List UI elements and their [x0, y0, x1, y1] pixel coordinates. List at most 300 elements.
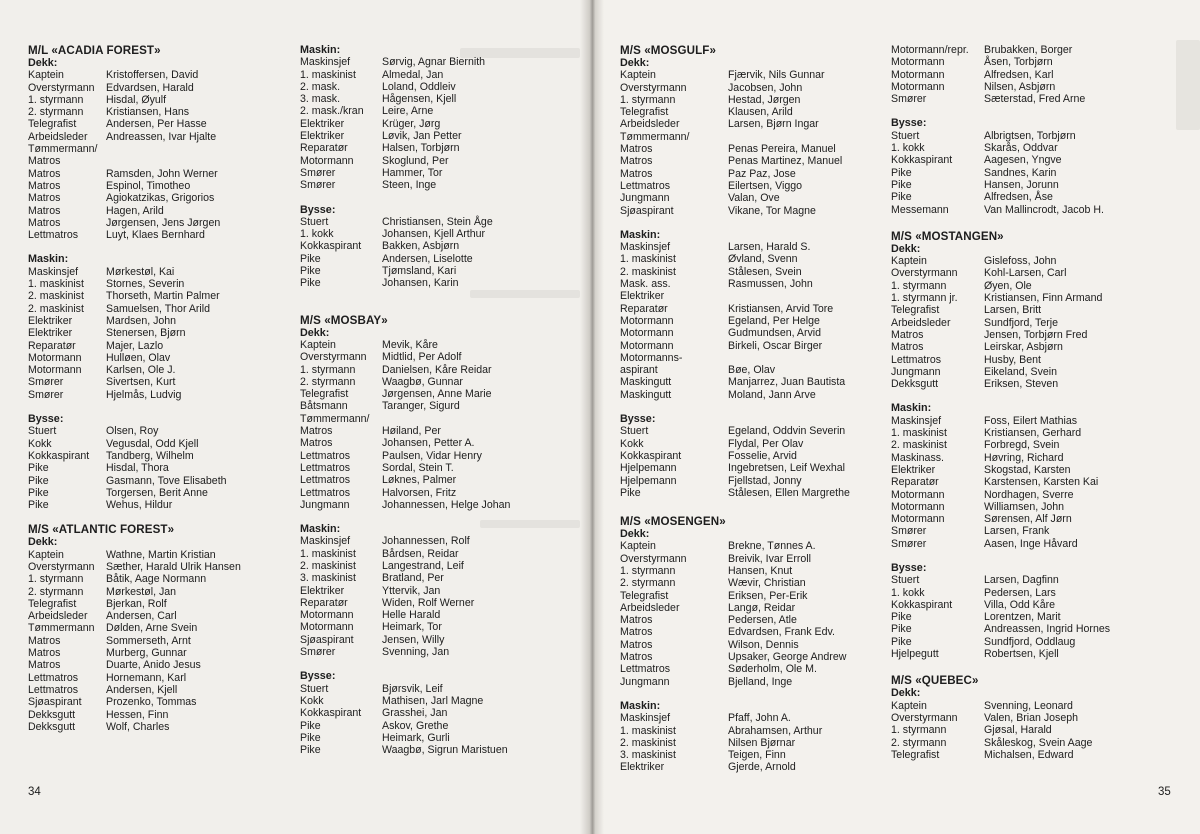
ship-section: [28, 523, 278, 733]
crew-role: Matros: [28, 204, 61, 217]
crew-row: [891, 724, 1181, 736]
crew-name: Heimark, Tor: [382, 621, 442, 634]
crew-name: [728, 131, 880, 143]
crew-role: Maskinsjef: [300, 56, 351, 69]
crew-row: [300, 400, 572, 412]
crew-name: Fjærvik, Nils Gunnar: [728, 69, 825, 82]
crew-role: Overstyrmann: [28, 81, 95, 94]
crew-name: Luyt, Klaes Bernhard: [106, 229, 205, 242]
crew-name: Mørkestøl, Kai: [106, 265, 175, 278]
crew-role: Reparatør: [620, 302, 668, 315]
crew-row: [300, 364, 572, 376]
crew-name: Albrigtsen, Torbjørn: [984, 129, 1076, 142]
crew-role: Overstyrmann: [300, 351, 367, 364]
crew-name: Egeland, Oddvin Severin: [728, 425, 846, 438]
crew-name: Gjerde, Arnold: [728, 761, 796, 774]
crew-role: Arbeidsleder: [28, 610, 88, 623]
crew-role: 2. maskinist: [28, 290, 84, 303]
crew-row: [28, 672, 278, 684]
crew-row: [620, 315, 880, 327]
crew-row: [620, 192, 880, 204]
crew-role: Maskinsjef: [891, 414, 942, 427]
crew-name: Andreassen, Ingrid Hornes: [984, 623, 1111, 636]
crew-name: Hansen, Knut: [728, 564, 793, 577]
department-heading: Dekk:: [620, 528, 650, 541]
crew-role: Jungmann: [620, 675, 670, 688]
crew-row: [28, 462, 278, 474]
crew-name: Bjørsvik, Leif: [382, 682, 443, 695]
crew-name: Johannessen, Rolf: [382, 535, 470, 548]
department-heading: Maskin:: [620, 228, 661, 241]
crew-name: Bjerkan, Rolf: [106, 597, 167, 610]
crew-role: Matros: [620, 638, 653, 651]
crew-name: Kristoffersen, David: [106, 69, 199, 82]
crew-row: [891, 317, 1181, 329]
crew-role: Pike: [620, 486, 641, 499]
crew-name: Pedersen, Atle: [728, 614, 797, 627]
column-right-outer: [891, 44, 1181, 761]
crew-row: [891, 292, 1181, 304]
crew-role: Matros: [620, 155, 653, 168]
crew-role: Kokkaspirant: [620, 449, 682, 462]
crew-role: Matros: [620, 651, 653, 664]
crew-row: [28, 721, 278, 733]
crew-role: Telegrafist: [620, 589, 669, 602]
crew-role: 1. maskinist: [620, 253, 676, 266]
crew-name: Hammer, Tor: [382, 166, 443, 179]
crew-group: [620, 700, 880, 774]
crew-row: [891, 154, 1181, 166]
crew-name: Nilsen, Asbjørn: [984, 80, 1056, 93]
group-spacer: [28, 241, 278, 253]
crew-name: Karlsen, Ole J.: [106, 364, 176, 377]
group-spacer: [891, 550, 1181, 562]
crew-name: Egeland, Per Helge: [728, 314, 820, 327]
crew-name: Askov, Grethe: [382, 719, 449, 732]
ship-heading: M/S «MOSENGEN»: [620, 515, 726, 529]
crew-name: Gudmundsen, Arvid: [728, 327, 822, 340]
crew-name: Hjelmås, Ludvig: [106, 388, 182, 401]
crew-row: [891, 415, 1181, 427]
crew-role: 2. styrmann: [300, 375, 356, 388]
crew-role: 1. maskinist: [300, 547, 356, 560]
crew-row: [620, 180, 880, 192]
department-heading: Dekk:: [620, 57, 650, 69]
crew-role: Smører: [28, 388, 64, 401]
crew-name: Moland, Jann Arve: [728, 388, 816, 401]
crew-name: Gasmann, Tove Elisabeth: [106, 474, 227, 487]
crew-row: [28, 180, 278, 192]
crew-name: Hornemann, Karl: [106, 671, 187, 684]
crew-role: Smører: [891, 525, 927, 538]
crew-row: [300, 240, 572, 252]
crew-name: Wolf, Charles: [106, 720, 170, 733]
crew-name: Sordal, Stein T.: [382, 461, 454, 474]
crew-row: [620, 303, 880, 315]
crew-name: Bakken, Asbjørn: [382, 240, 460, 253]
crew-row: [300, 179, 572, 191]
crew-row: [300, 462, 572, 474]
crew-name: Duarte, Anido Jesus: [106, 659, 201, 672]
crew-row: [28, 709, 278, 721]
crew-row: [300, 413, 572, 425]
crew-name: Jørgensen, Jens Jørgen: [106, 216, 221, 229]
crew-role: Tømmermann/: [620, 130, 690, 143]
crew-role: Stuert: [620, 425, 649, 438]
crew-role: Matros: [28, 634, 61, 647]
crew-name: Abrahamsen, Arthur: [728, 724, 823, 737]
crew-role: Pike: [300, 277, 321, 290]
crew-row: [28, 69, 278, 81]
crew-row: [620, 438, 880, 450]
crew-row: [28, 450, 278, 462]
crew-name: Ramsden, John Werner: [106, 167, 218, 180]
crew-role: Maskinass.: [891, 451, 944, 464]
crew-role: Elektriker: [300, 584, 345, 597]
crew-row: [28, 303, 278, 315]
crew-role: 2. mask./kran: [300, 105, 364, 118]
crew-role: Overstyrmann: [28, 560, 95, 573]
crew-name: Jensen, Torbjørn Fred: [984, 328, 1088, 341]
crew-row: [300, 621, 572, 633]
crew-row: [300, 265, 572, 277]
crew-row: [300, 69, 572, 81]
crew-name: Hisdal, Øyulf: [106, 93, 167, 106]
crew-role: 1. styrmann: [620, 564, 676, 577]
crew-row: [300, 277, 572, 289]
crew-row: [300, 216, 572, 228]
crew-name: Mevik, Kåre: [382, 338, 438, 351]
crew-group: [28, 536, 278, 733]
crew-role: Smører: [891, 93, 927, 106]
crew-name: Johansen, Kjell Arthur: [382, 228, 486, 241]
crew-role: Lettmatros: [300, 461, 351, 474]
crew-row: [28, 549, 278, 561]
crew-role: Maskinsjef: [620, 241, 671, 254]
crew-group: [891, 117, 1181, 215]
group-spacer: [620, 217, 880, 229]
crew-row: [28, 696, 278, 708]
crew-role: Kokkaspirant: [891, 154, 953, 167]
crew-row: [891, 464, 1181, 476]
crew-role: Matros: [620, 143, 653, 156]
crew-role: Telegrafist: [28, 118, 77, 131]
crew-row: [300, 695, 572, 707]
crew-row: [300, 548, 572, 560]
crew-role: 1. styrmann: [891, 724, 947, 737]
department-heading: Maskin:: [891, 402, 932, 415]
crew-role: Motormann: [891, 513, 945, 526]
crew-name: Sundfjord, Oddlaug: [984, 635, 1076, 648]
crew-row: [28, 438, 278, 450]
crew-role: Jungmann: [620, 192, 670, 205]
group-spacer: [620, 688, 880, 700]
crew-name: Olsen, Roy: [106, 425, 159, 438]
crew-row: [28, 155, 278, 167]
column-left-outer: [28, 44, 278, 733]
crew-name: Andersen, Kjell: [106, 683, 178, 696]
crew-name: Edvardsen, Harald: [106, 81, 194, 94]
crew-row: [620, 712, 880, 724]
ship-section: [28, 44, 278, 511]
crew-name: Eriksen, Per-Erik: [728, 589, 808, 602]
crew-role: 2. styrmann: [620, 577, 676, 590]
crew-role: Motormann: [891, 68, 945, 81]
crew-row: [891, 354, 1181, 366]
crew-name: Bjelland, Inge: [728, 675, 793, 688]
crew-name: Jacobsen, John: [728, 81, 803, 94]
department-heading: Dekk:: [28, 536, 58, 549]
crew-role: Pike: [891, 191, 912, 204]
crew-row: [620, 639, 880, 651]
crew-role: Kaptein: [28, 548, 64, 561]
crew-role: Motormann: [620, 314, 674, 327]
crew-group: [620, 528, 880, 688]
crew-role: Jungmann: [300, 498, 350, 511]
crew-row: [300, 228, 572, 240]
crew-role: Stuert: [300, 215, 329, 228]
crew-name: Bratland, Per: [382, 572, 444, 585]
crew-name: Skåleskog, Svein Aage: [984, 736, 1093, 749]
crew-name: Leirskar, Asbjørn: [984, 341, 1063, 354]
crew-role: Sjøaspirant: [28, 696, 82, 709]
crew-name: Halvorsen, Fritz: [382, 486, 457, 499]
crew-group: [620, 57, 880, 217]
crew-role: Matros: [620, 614, 653, 627]
crew-row: [891, 378, 1181, 390]
crew-row: [620, 761, 880, 773]
crew-name: Svenning, Leonard: [984, 699, 1073, 712]
crew-role: Reparatør: [891, 476, 939, 489]
crew-name: Vegusdal, Odd Kjell: [106, 437, 199, 450]
crew-name: Tandberg, Wilhelm: [106, 449, 194, 462]
crew-name: Torgersen, Berit Anne: [106, 486, 208, 499]
ship-heading: M/S «QUEBEC»: [891, 674, 979, 688]
crew-name: Andreassen, Ivar Hjalte: [106, 130, 217, 143]
crew-role: Tømmermann: [28, 622, 95, 635]
crew-row: [28, 659, 278, 671]
crew-role: Elektriker: [28, 314, 73, 327]
crew-group: [300, 327, 572, 511]
crew-row: [28, 340, 278, 352]
crew-name: Taranger, Sigurd: [382, 400, 460, 413]
crew-role: Kokk: [28, 437, 52, 450]
crew-row: [891, 501, 1181, 513]
ship-section: [620, 44, 880, 499]
ship-heading: M/L «ACADIA FOREST»: [28, 44, 161, 57]
crew-role: Kaptein: [300, 338, 336, 351]
crew-name: Gjøsal, Harald: [984, 724, 1052, 737]
crew-row: [28, 475, 278, 487]
crew-role: Elektriker: [620, 761, 665, 774]
crew-row: [28, 168, 278, 180]
department-heading: Maskin:: [300, 523, 341, 536]
crew-role: Motormann: [300, 621, 354, 634]
crew-role: Lettmatros: [28, 671, 79, 684]
crew-row: [891, 599, 1181, 611]
crew-role: Hjelpemann: [620, 462, 677, 475]
crew-role: Motormann: [620, 327, 674, 340]
crew-role: 1. kokk: [300, 228, 334, 241]
crew-name: Sæther, Harald Ulrik Hansen: [106, 560, 241, 573]
crew-name: Skoglund, Per: [382, 154, 449, 167]
crew-name: Murberg, Gunnar: [106, 647, 187, 660]
crew-name: Almedal, Jan: [382, 68, 444, 81]
crew-row: [620, 737, 880, 749]
crew-row: [891, 439, 1181, 451]
group-spacer: [620, 401, 880, 413]
crew-role: Matros: [891, 341, 924, 354]
crew-role: Overstyrmann: [891, 267, 958, 280]
crew-row: [891, 636, 1181, 648]
crew-name: Langø, Reidar: [728, 601, 796, 614]
crew-role: Kaptein: [620, 69, 656, 82]
department-heading: Bysse:: [891, 561, 927, 574]
crew-role: Smører: [300, 646, 336, 659]
crew-row: [300, 437, 572, 449]
crew-group: [620, 229, 880, 401]
crew-role: 1. styrmann jr.: [891, 292, 958, 305]
crew-name: Larsen, Britt: [984, 304, 1042, 317]
crew-name: Villa, Odd Kåre: [984, 598, 1056, 611]
crew-role: Maskinsjef: [28, 265, 79, 278]
crew-row: [28, 278, 278, 290]
crew-name: Åsen, Torbjørn: [984, 56, 1053, 69]
crew-name: Bårdsen, Reidar: [382, 547, 459, 560]
crew-role: Maskinsjef: [300, 535, 351, 548]
crew-role: Elektriker: [300, 130, 345, 143]
crew-role: 2. styrmann: [28, 106, 84, 119]
crew-role: 2. maskinist: [620, 736, 676, 749]
crew-role: Matros: [620, 167, 653, 180]
crew-role: Kokk: [620, 437, 644, 450]
crew-name: Van Mallincrodt, Jacob H.: [984, 203, 1104, 216]
group-spacer: [891, 105, 1181, 117]
crew-row: [28, 131, 278, 143]
crew-role: 1. maskinist: [891, 427, 947, 440]
crew-name: Kohl-Larsen, Carl: [984, 267, 1067, 280]
crew-row: [891, 69, 1181, 81]
crew-role: Maskinsjef: [620, 712, 671, 725]
crew-name: Ingebretsen, Leif Wexhal: [728, 462, 845, 475]
crew-row: [620, 266, 880, 278]
crew-row: [300, 142, 572, 154]
crew-name: Larsen, Frank: [984, 525, 1050, 538]
crew-role: Matros: [28, 155, 61, 168]
crew-name: Sørensen, Alf Jørn: [984, 513, 1072, 526]
crew-row: [300, 732, 572, 744]
crew-role: Kokkaspirant: [891, 598, 953, 611]
crew-name: Christiansen, Stein Åge: [382, 215, 493, 228]
crew-role: Lettmatros: [300, 449, 351, 462]
department-heading: Bysse:: [891, 117, 927, 130]
department-heading: Bysse:: [300, 203, 336, 216]
crew-role: Pike: [300, 744, 321, 757]
crew-name: Hågensen, Kjell: [382, 93, 457, 106]
crew-row: [300, 93, 572, 105]
crew-role: Lettmatros: [620, 663, 671, 676]
crew-name: Sandnes, Karin: [984, 166, 1057, 179]
crew-name: Manjarrez, Juan Bautista: [728, 376, 846, 389]
crew-row: [300, 450, 572, 462]
crew-name: Husby, Bent: [984, 353, 1041, 366]
crew-role: Arbeidsleder: [28, 130, 88, 143]
crew-name: Sivertsen, Kurt: [106, 376, 176, 389]
crew-row: [620, 614, 880, 626]
crew-name: Samuelsen, Thor Arild: [106, 302, 211, 315]
crew-role: Motormann: [300, 609, 354, 622]
ship-heading: M/S «MOSGULF»: [620, 44, 716, 57]
crew-name: Leire, Arne: [382, 105, 434, 118]
crew-role: Kaptein: [28, 69, 64, 82]
crew-role: Stuert: [28, 425, 57, 438]
crew-role: Elektriker: [620, 290, 665, 303]
crew-row: [620, 364, 880, 376]
crew-row: [620, 602, 880, 614]
crew-role: Reparatør: [300, 142, 348, 155]
crew-row: [28, 352, 278, 364]
crew-row: [300, 130, 572, 142]
crew-name: Skogstad, Karsten: [984, 463, 1071, 476]
crew-name: Wehus, Hildur: [106, 499, 173, 512]
crew-row: [28, 192, 278, 204]
crew-role: Båtsmann: [300, 400, 348, 413]
crew-role: Overstyrmann: [620, 552, 687, 565]
crew-name: Aasen, Inge Håvard: [984, 537, 1078, 550]
crew-role: Matros: [891, 328, 924, 341]
crew-role: Pike: [300, 252, 321, 265]
ship-section: [620, 515, 880, 774]
crew-row: [620, 651, 880, 663]
crew-role: Motormanns-: [620, 351, 683, 364]
ship-heading: M/S «MOSBAY»: [300, 313, 388, 327]
crew-row: [891, 476, 1181, 488]
crew-role: Hjelpemann: [620, 474, 677, 487]
crew-name: Michalsen, Edward: [984, 748, 1074, 761]
crew-role: 2. maskinist: [300, 559, 356, 572]
crew-name: Høiland, Per: [382, 425, 441, 438]
crew-name: [728, 352, 880, 364]
crew-role: Motormann: [28, 364, 82, 377]
crew-role: Reparatør: [300, 596, 348, 609]
crew-row: [28, 205, 278, 217]
crew-name: Stålesen, Svein: [728, 265, 802, 278]
crew-name: Penas Pereira, Manuel: [728, 143, 836, 156]
crew-role: Smører: [300, 179, 336, 192]
crew-name: Johansen, Petter A.: [382, 437, 475, 450]
crew-role: Tømmermann/: [300, 412, 370, 425]
crew-name: Hulløen, Olav: [106, 351, 171, 364]
crew-role: Hjelpegutt: [891, 648, 939, 661]
crew-name: Penas Martinez, Manuel: [728, 155, 843, 168]
crew-row: [28, 290, 278, 302]
crew-name: Larsen, Bjørn Ingar: [728, 118, 819, 131]
crew-name: Edvardsen, Frank Edv.: [728, 626, 835, 639]
crew-row: [891, 341, 1181, 353]
crew-row: [620, 749, 880, 761]
crew-name: Kristiansen, Finn Armand: [984, 292, 1103, 305]
crew-name: Bøe, Olav: [728, 364, 776, 377]
crew-role: Motormann: [891, 500, 945, 513]
crew-role: Telegrafist: [891, 304, 940, 317]
crew-role: Pike: [300, 265, 321, 278]
crew-role: Smører: [891, 537, 927, 550]
crew-role: Dekksgutt: [28, 720, 76, 733]
crew-role: Overstyrmann: [620, 81, 687, 94]
department-heading: Bysse:: [620, 413, 656, 426]
crew-row: [620, 69, 880, 81]
crew-group: [28, 253, 278, 401]
